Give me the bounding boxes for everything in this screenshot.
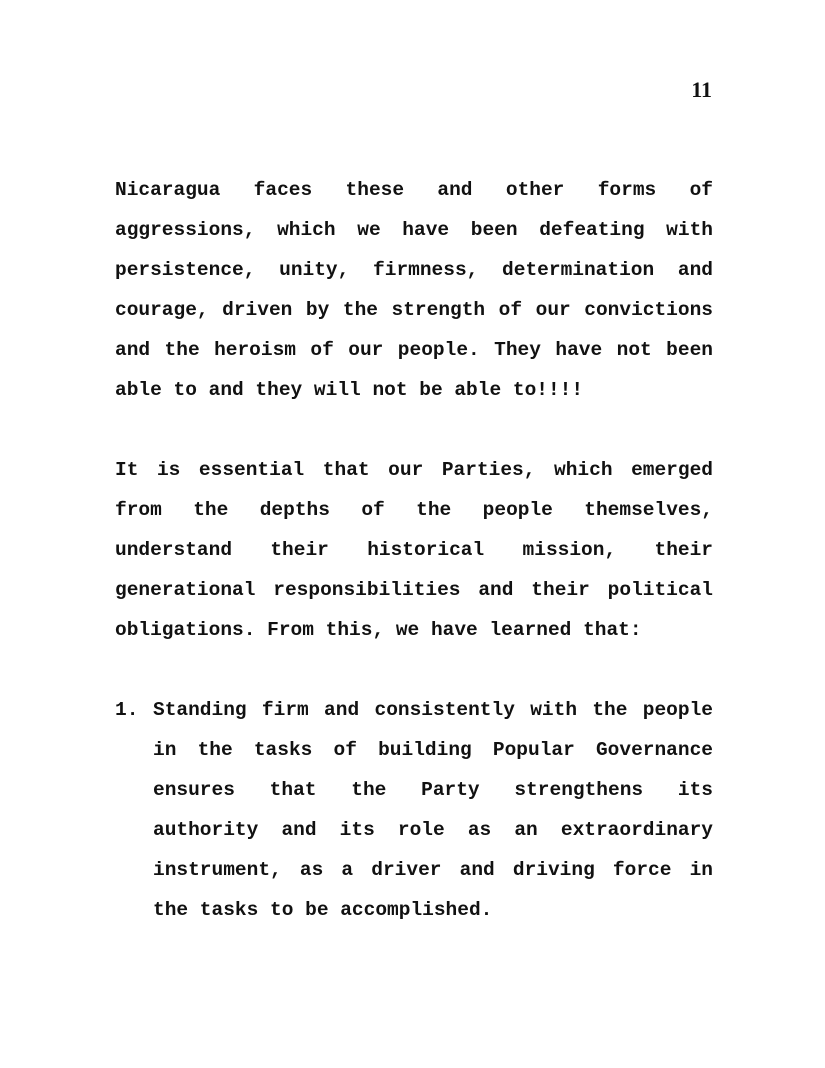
paragraph-aggressions: Nicaragua faces these and other forms of aggressions, which we have been defeating with persistence, unity, firmness, determination and courage, driven by the strength of our convictions and the heroism of our people. They have not been able to and they will not be able to!!!! xyxy=(115,179,713,401)
paragraph-parties-mission: It is essential that our Parties, which emerged from the depths of the people themselves, understand their historical mission, their generational responsibilities and their political obligations. From this, we have learned that: xyxy=(115,459,713,641)
list-item-text: Standing firm and consistently with the people in the tasks of building Popular Governance ensures that the Party strengthens its authority and its role as an extraordinary instrument, as a driver and driving force in the tasks to be accomplished. xyxy=(153,699,713,921)
list-item xyxy=(115,690,713,930)
page-number: 11 xyxy=(691,77,712,102)
list-marker: 1. xyxy=(115,699,139,721)
document-body xyxy=(115,170,713,930)
numbered-list xyxy=(115,690,713,930)
